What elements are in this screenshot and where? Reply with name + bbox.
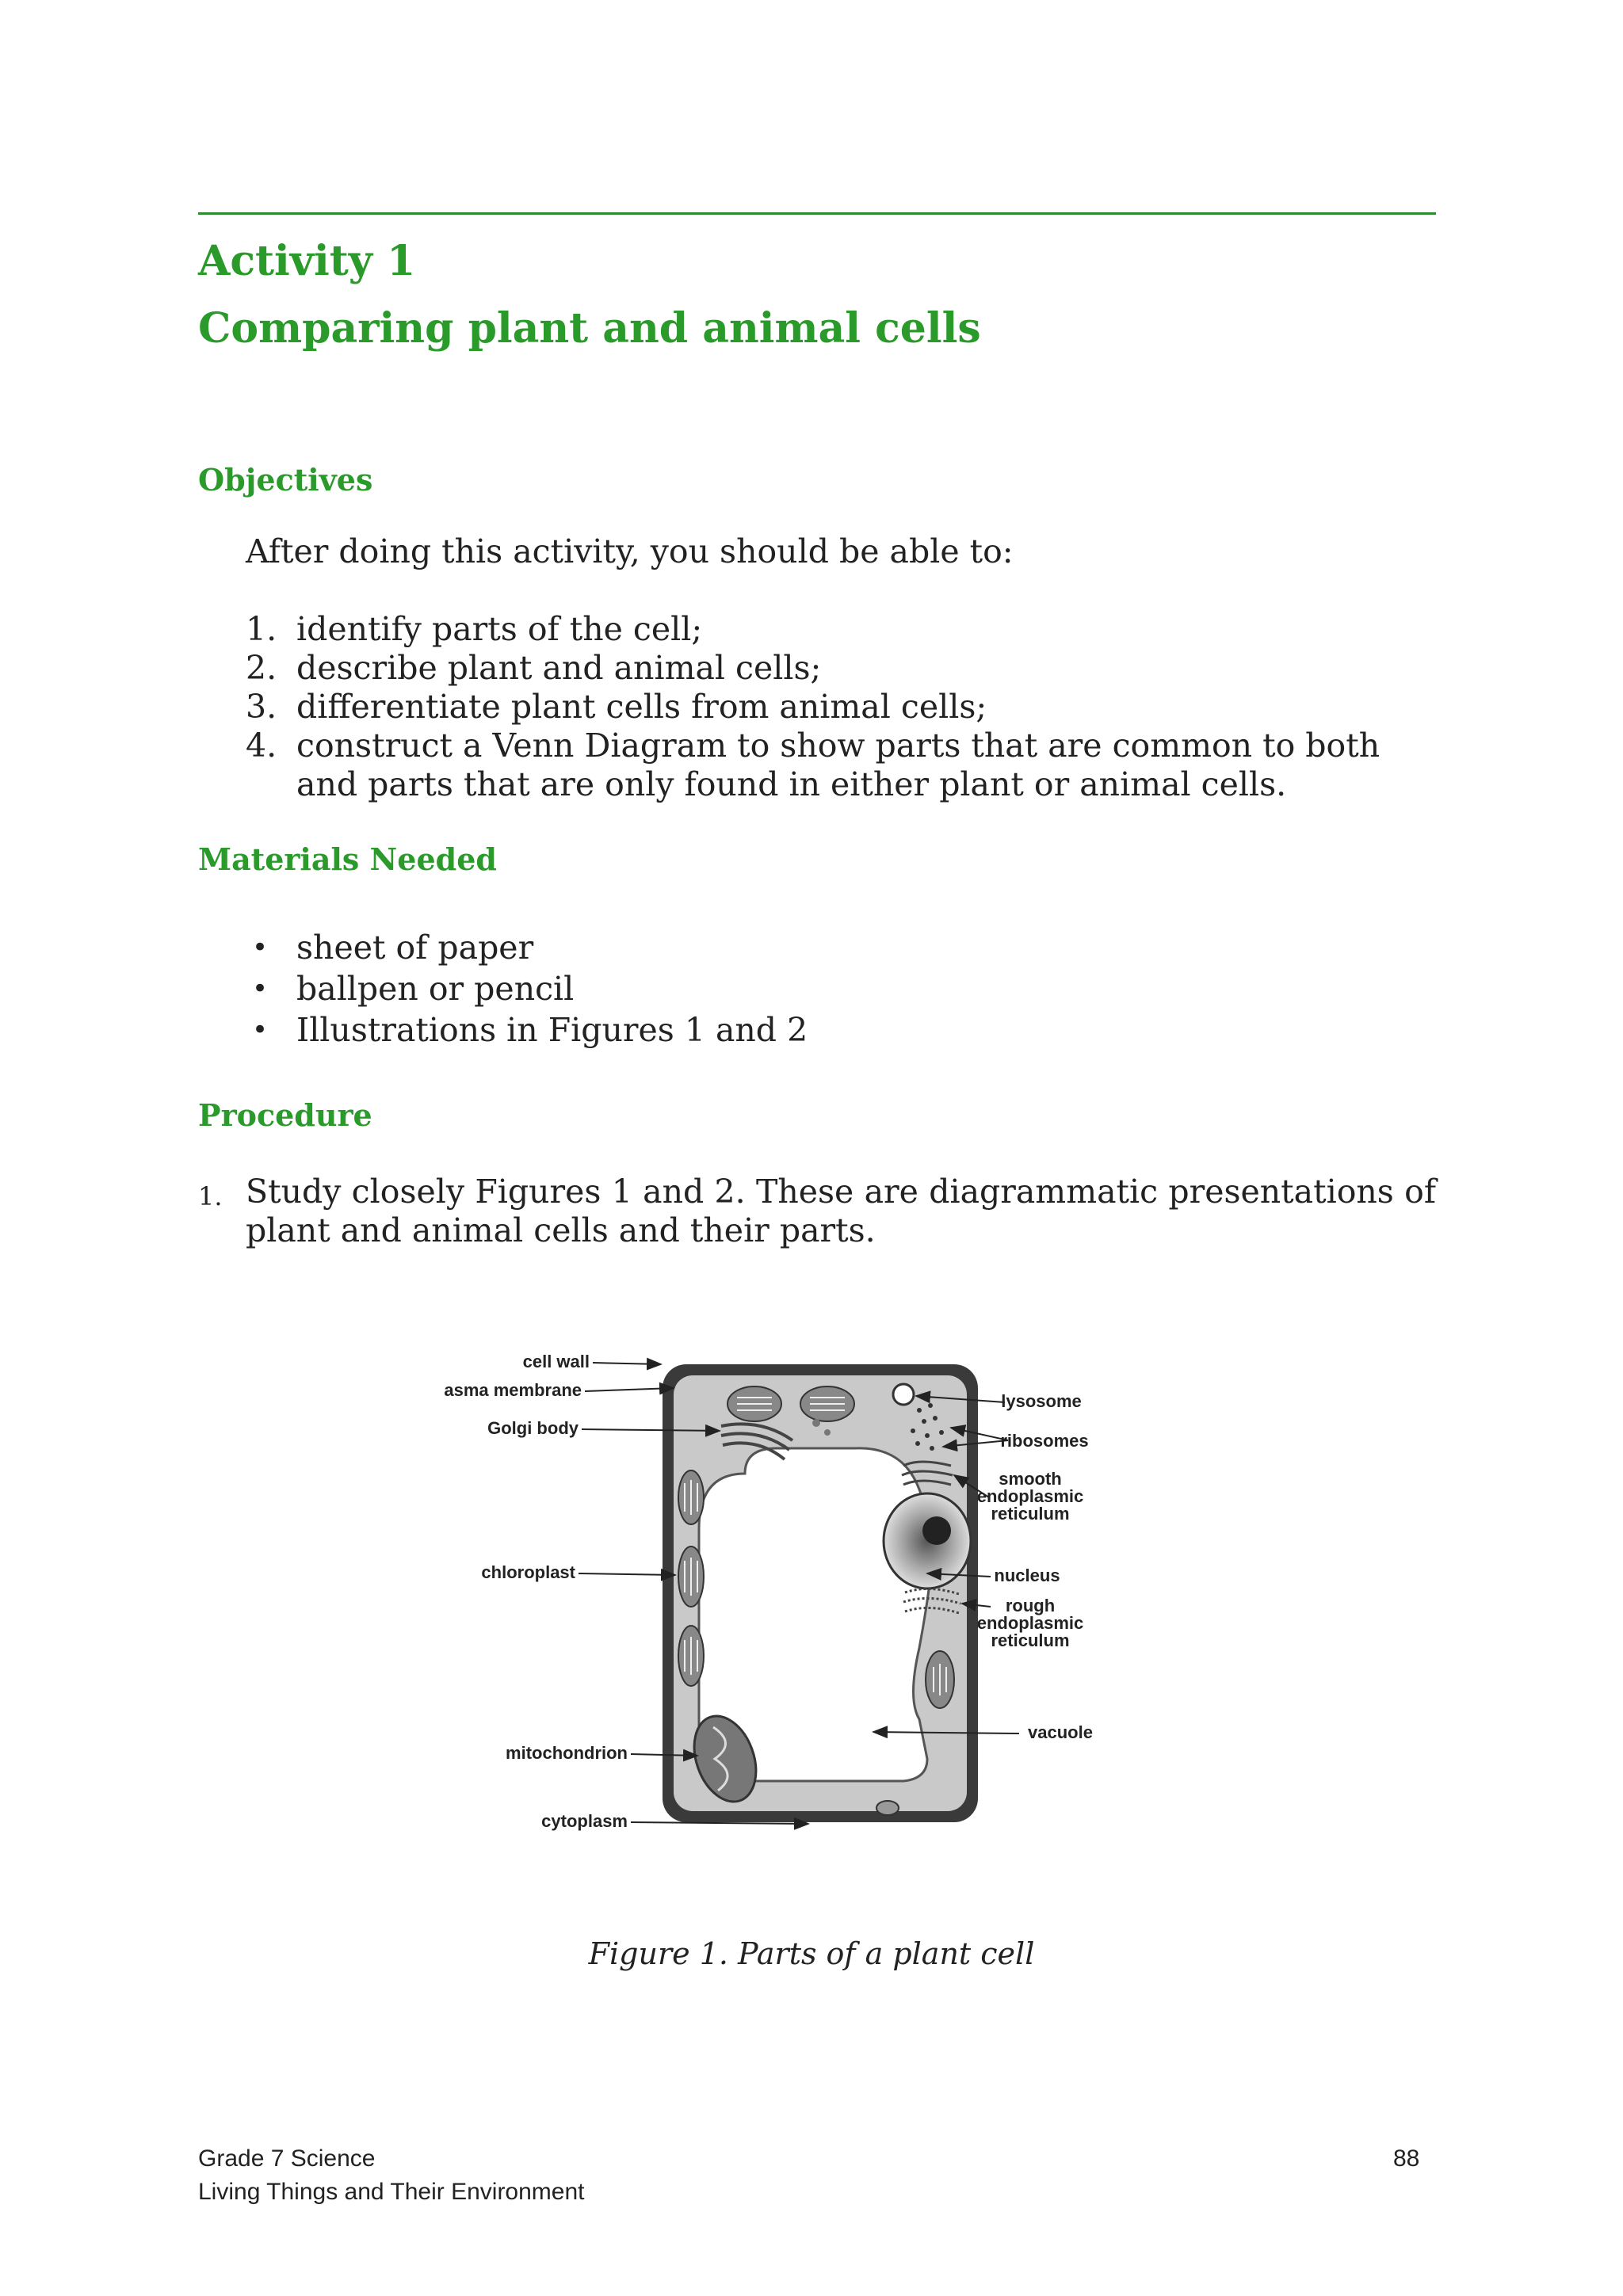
list-item: 3. differentiate plant cells from animal cells; bbox=[246, 688, 987, 726]
label-rough-er-3: reticulum bbox=[991, 1630, 1070, 1650]
label-rough-er-2: endoplasmic bbox=[976, 1613, 1084, 1633]
materials-list bbox=[252, 927, 808, 1051]
page-number: 88 bbox=[1393, 2145, 1420, 2172]
list-item: 2. describe plant and animal cells; bbox=[246, 649, 822, 687]
label-cell-wall: cell wall bbox=[522, 1352, 590, 1371]
list-item: 1. identify parts of the cell; bbox=[246, 610, 703, 648]
objectives-intro: After doing this activity, you should be able to: bbox=[246, 532, 1014, 570]
label-plasma-membrane: plasma membrane bbox=[444, 1380, 582, 1400]
list-item: 4. construct a Venn Diagram to show parts that are common to both and parts that are only found in either plant or animal cells. bbox=[246, 727, 1381, 803]
procedure-heading: Procedure bbox=[198, 1097, 372, 1133]
label-smooth-er-1: smooth bbox=[999, 1469, 1062, 1489]
plant-cell-diagram bbox=[444, 1347, 1157, 1854]
label-chloroplast: chloroplast bbox=[481, 1562, 575, 1582]
label-vacuole: vacuole bbox=[1028, 1722, 1093, 1742]
list-item: • sheet of paper bbox=[252, 929, 534, 967]
label-cytoplasm: cytoplasm bbox=[541, 1811, 628, 1831]
objectives-list bbox=[246, 610, 1442, 804]
label-ribosomes: ribosomes bbox=[1000, 1431, 1089, 1451]
procedure-step bbox=[198, 1173, 1436, 1250]
activity-subtitle: Comparing plant and animal cells bbox=[198, 304, 981, 353]
lysosome-shape bbox=[893, 1384, 914, 1405]
label-smooth-er-2: endoplasmic bbox=[976, 1486, 1084, 1506]
footer-course: Grade 7 Science bbox=[198, 2145, 376, 2172]
label-smooth-er-3: reticulum bbox=[991, 1504, 1070, 1524]
header-rule bbox=[198, 212, 1436, 215]
step-text: Study closely Figures 1 and 2. These are diagrammatic presentations of plant and animal cells and their parts. bbox=[246, 1173, 1436, 1249]
label-golgi-body: Golgi body bbox=[487, 1418, 579, 1438]
plant-cell-figure bbox=[444, 1347, 1157, 1854]
footer-unit: Living Things and Their Environment bbox=[198, 2179, 585, 2205]
label-rough-er-1: rough bbox=[1005, 1596, 1056, 1615]
list-item: • Illustrations in Figures 1 and 2 bbox=[252, 1011, 808, 1049]
objectives-heading: Objectives bbox=[198, 462, 373, 498]
activity-title: Activity 1 bbox=[198, 237, 416, 285]
label-lysosome: lysosome bbox=[1001, 1391, 1082, 1411]
materials-heading: Materials Needed bbox=[198, 841, 497, 877]
step-number: 1. bbox=[198, 1181, 223, 1211]
label-mitochondrion: mitochondrion bbox=[506, 1743, 628, 1763]
figure-caption: Figure 1. Parts of a plant cell bbox=[588, 1936, 1035, 1971]
label-nucleus: nucleus bbox=[994, 1566, 1060, 1585]
list-item: • ballpen or pencil bbox=[252, 970, 575, 1008]
